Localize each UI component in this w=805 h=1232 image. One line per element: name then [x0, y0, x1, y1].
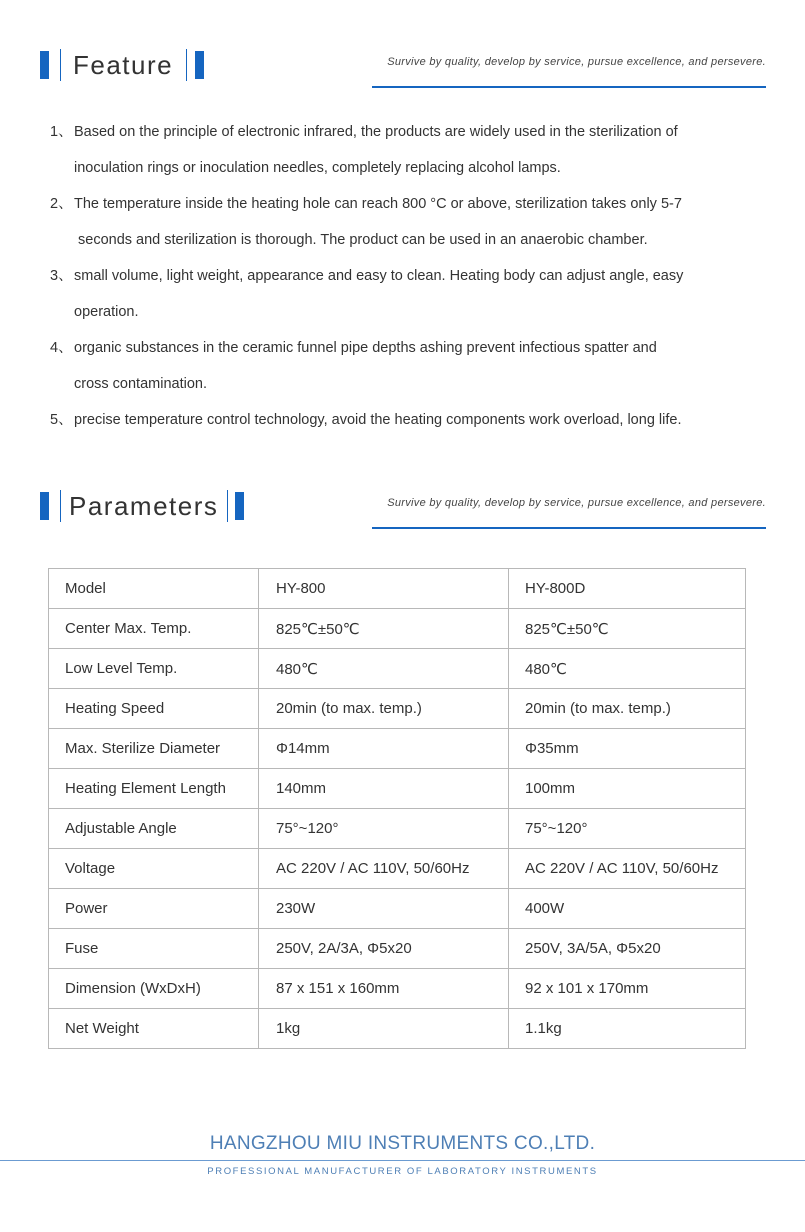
- header-accent-bar: [40, 492, 49, 520]
- feature-number: 2、: [50, 196, 73, 212]
- header-divider: [60, 49, 61, 81]
- param-value-cell: HY-800: [259, 569, 509, 609]
- table-row: [49, 649, 746, 689]
- company-tagline: PROFESSIONAL MANUFACTURER OF LABORATORY INSTRUMENTS: [207, 1166, 598, 1177]
- feature-list: [50, 114, 770, 438]
- table-row: [49, 689, 746, 729]
- param-value-cell: 75°~120°: [259, 809, 509, 849]
- param-label-cell: Adjustable Angle: [49, 809, 259, 849]
- feature-header: [40, 48, 766, 88]
- param-value-cell: 92 x 101 x 170mm: [509, 969, 746, 1009]
- param-value-cell: 480℃: [509, 649, 746, 689]
- parameters-slogan: Survive by quality, develop by service, pursue excellence, and persevere.: [387, 497, 766, 509]
- footer-divider: [0, 1160, 805, 1161]
- table-row: [49, 849, 746, 889]
- param-value-cell: 1.1kg: [509, 1009, 746, 1049]
- param-label-cell: Model: [49, 569, 259, 609]
- feature-text: precise temperature control technology, avoid the heating components work overload, long life.: [74, 412, 682, 428]
- param-value-cell: 20min (to max. temp.): [259, 689, 509, 729]
- param-label-cell: Fuse: [49, 929, 259, 969]
- feature-number: 4、: [50, 340, 73, 356]
- param-value-cell: Φ14mm: [259, 729, 509, 769]
- table-row: [49, 969, 746, 1009]
- feature-item: [50, 186, 770, 258]
- param-value-cell: 480℃: [259, 649, 509, 689]
- param-value-cell: 250V, 2A/3A, Φ5x20: [259, 929, 509, 969]
- param-value-cell: HY-800D: [509, 569, 746, 609]
- param-value-cell: 1kg: [259, 1009, 509, 1049]
- param-value-cell: 87 x 151 x 160mm: [259, 969, 509, 1009]
- table-row: [49, 569, 746, 609]
- table-row: [49, 609, 746, 649]
- feature-number: 3、: [50, 268, 73, 284]
- feature-text: Based on the principle of electronic infrared, the products are widely used in the sterilization of: [74, 124, 678, 140]
- feature-item: [50, 402, 770, 438]
- feature-item: [50, 258, 770, 330]
- parameters-title: Parameters: [69, 491, 219, 521]
- feature-text: The temperature inside the heating hole can reach 800 °C or above, sterilization takes only 5-7: [74, 196, 682, 212]
- table-row: [49, 929, 746, 969]
- param-value-cell: 230W: [259, 889, 509, 929]
- table-row: [49, 889, 746, 929]
- param-value-cell: 250V, 3A/5A, Φ5x20: [509, 929, 746, 969]
- param-label-cell: Heating Element Length: [49, 769, 259, 809]
- header-divider: [60, 490, 61, 522]
- feature-slogan: Survive by quality, develop by service, pursue excellence, and persevere.: [387, 56, 766, 68]
- feature-number: 5、: [50, 412, 73, 428]
- feature-item: [50, 330, 770, 402]
- feature-title: Feature: [73, 50, 174, 80]
- parameters-header: [40, 489, 766, 529]
- header-accent-bar: [195, 51, 204, 79]
- feature-text: inoculation rings or inoculation needles, completely replacing alcohol lamps.: [74, 160, 561, 176]
- param-value-cell: 825℃±50℃: [259, 609, 509, 649]
- feature-text: seconds and sterilization is thorough. The product can be used in an anaerobic chamber.: [78, 232, 648, 248]
- param-value-cell: 100mm: [509, 769, 746, 809]
- param-value-cell: 400W: [509, 889, 746, 929]
- param-label-cell: Center Max. Temp.: [49, 609, 259, 649]
- param-label-cell: Max. Sterilize Diameter: [49, 729, 259, 769]
- header-divider: [227, 490, 228, 522]
- feature-item: [50, 114, 770, 186]
- header-divider: [186, 49, 187, 81]
- feature-text: organic substances in the ceramic funnel pipe depths ashing prevent infectious spatter and: [74, 340, 657, 356]
- param-label-cell: Voltage: [49, 849, 259, 889]
- feature-number: 1、: [50, 124, 73, 140]
- param-value-cell: AC 220V / AC 110V, 50/60Hz: [509, 849, 746, 889]
- table-row: [49, 769, 746, 809]
- feature-text: operation.: [74, 304, 139, 320]
- header-underline: [372, 86, 766, 88]
- table-row: [49, 1009, 746, 1049]
- param-value-cell: Φ35mm: [509, 729, 746, 769]
- header-accent-bar: [235, 492, 244, 520]
- param-value-cell: 75°~120°: [509, 809, 746, 849]
- param-label-cell: Net Weight: [49, 1009, 259, 1049]
- parameters-table: [48, 568, 746, 1049]
- param-value-cell: 825℃±50℃: [509, 609, 746, 649]
- param-label-cell: Power: [49, 889, 259, 929]
- feature-text: cross contamination.: [74, 376, 207, 392]
- param-label-cell: Heating Speed: [49, 689, 259, 729]
- param-value-cell: 140mm: [259, 769, 509, 809]
- header-accent-bar: [40, 51, 49, 79]
- company-name: HANGZHOU MIU INSTRUMENTS CO.,LTD.: [209, 1133, 596, 1154]
- table-row: [49, 729, 746, 769]
- table-row: [49, 809, 746, 849]
- param-label-cell: Dimension (WxDxH): [49, 969, 259, 1009]
- param-value-cell: 20min (to max. temp.): [509, 689, 746, 729]
- param-value-cell: AC 220V / AC 110V, 50/60Hz: [259, 849, 509, 889]
- param-label-cell: Low Level Temp.: [49, 649, 259, 689]
- header-underline: [372, 527, 766, 529]
- feature-text: small volume, light weight, appearance and easy to clean. Heating body can adjust angle, easy: [74, 268, 684, 284]
